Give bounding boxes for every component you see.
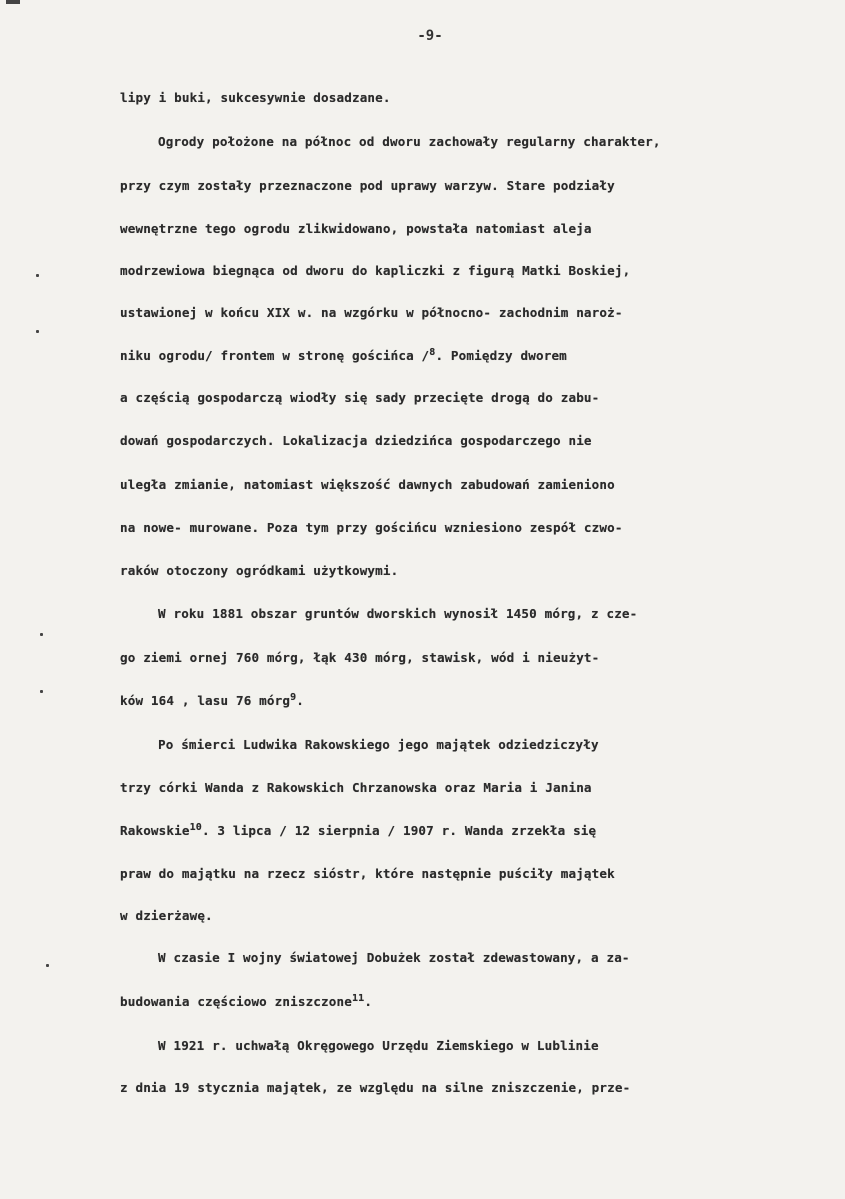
text-line-with-footnote xyxy=(120,993,372,1009)
text-line: Po śmierci Ludwika Rakowskiego jego majątek odziedziczyły xyxy=(158,737,599,752)
text-line: W 1921 r. uchwałą Okręgowego Urzędu Ziemskiego w Lublinie xyxy=(158,1038,599,1053)
text-line: modrzewiowa biegnąca od dworu do kapliczki z figurą Matki Boskiej, xyxy=(120,263,631,278)
text-line: z dnia 19 stycznia majątek, ze względu na silne zniszczenie, prze- xyxy=(120,1080,631,1095)
text-line: W czasie I wojny światowej Dobużek został zdewastowany, a za- xyxy=(158,950,630,965)
punch-mark xyxy=(46,964,49,967)
text-line: raków otoczony ogródkami użytkowymi. xyxy=(120,563,399,578)
text-line: lipy i buki, sukcesywnie dosadzane. xyxy=(120,90,391,105)
text-line: ustawionej w końcu XIX w. na wzgórku w północno- zachodnim naroż- xyxy=(120,305,623,320)
text-line: trzy córki Wanda z Rakowskich Chrzanowska oraz Maria i Janina xyxy=(120,780,592,795)
text-line: przy czym zostały przeznaczone pod uprawy warzyw. Stare podziały xyxy=(120,178,615,193)
footnote-ref: 10 xyxy=(189,822,202,833)
text-segment: Rakowskie xyxy=(120,823,190,838)
text-line: Ogrody położone na północ od dworu zachowały regularny charakter, xyxy=(158,134,661,149)
text-segment: ków 164 , lasu 76 mórg xyxy=(120,693,291,708)
text-segment: . xyxy=(364,994,373,1009)
text-line: wewnętrzne tego ogrodu zlikwidowano, powstała natomiast aleja xyxy=(120,221,592,236)
text-line: W roku 1881 obszar gruntów dworskich wynosił 1450 mórg, z cze- xyxy=(158,606,638,621)
text-segment: . xyxy=(296,693,305,708)
text-line: go ziemi ornej 760 mórg, łąk 430 mórg, stawisk, wód i nieużyt- xyxy=(120,650,600,665)
footnote-ref: 9 xyxy=(290,692,297,703)
text-segment: niku ogrodu/ frontem w stronę gościńca / xyxy=(120,348,430,363)
text-segment: . Pomiędzy dworem xyxy=(435,348,567,363)
text-line: praw do majątku na rzecz sióstr, które następnie puściły majątek xyxy=(120,866,615,881)
punch-mark xyxy=(36,330,39,333)
text-line: dowań gospodarczych. Lokalizacja dziedzińca gospodarczego nie xyxy=(120,433,592,448)
punch-mark xyxy=(40,690,43,693)
text-line-with-footnote xyxy=(120,692,304,708)
text-segment: budowania częściowo zniszczone xyxy=(120,994,352,1009)
text-line-with-footnote xyxy=(120,822,596,838)
footnote-ref: 8 xyxy=(429,347,436,358)
footnote-ref: 11 xyxy=(351,993,365,1004)
text-line-with-footnote xyxy=(120,347,567,363)
punch-mark xyxy=(36,274,39,277)
page-number: -9- xyxy=(417,28,443,44)
text-line: a częścią gospodarczą wiodły się sady przecięte drogą do zabu- xyxy=(120,390,600,405)
text-line: w dzierżawę. xyxy=(120,908,213,923)
punch-mark xyxy=(40,633,43,636)
text-line: uległa zmianie, natomiast większość dawnych zabudowań zamieniono xyxy=(120,477,615,492)
corner-mark xyxy=(6,0,20,4)
text-line: na nowe- murowane. Poza tym przy gościńcu wzniesiono zespół czwo- xyxy=(120,520,623,535)
text-segment: . 3 lipca / 12 sierpnia / 1907 r. Wanda zrzekła się xyxy=(201,823,597,838)
